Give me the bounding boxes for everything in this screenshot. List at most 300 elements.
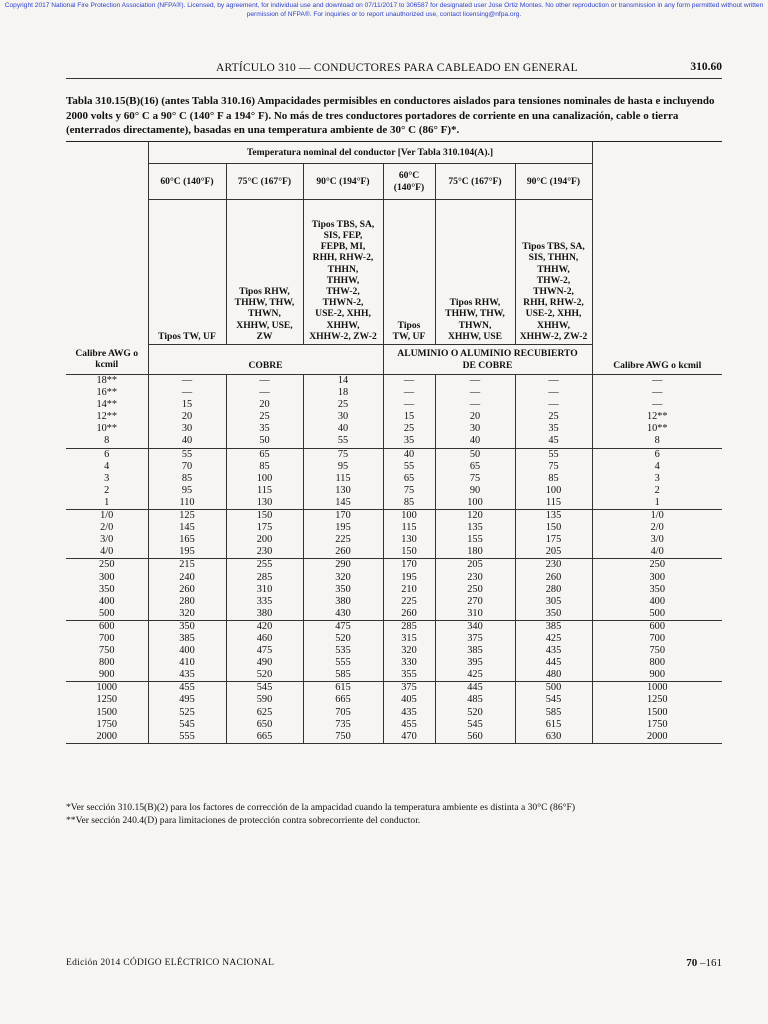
table-row-group bbox=[66, 375, 722, 449]
table-cell-value: 290 bbox=[335, 559, 351, 571]
table-cell-value: 320 bbox=[335, 571, 351, 583]
table-cell-value: 20 bbox=[469, 411, 481, 423]
table-cell-value: 200 bbox=[256, 534, 273, 546]
table-cell-value: 545 bbox=[545, 694, 562, 706]
ampacity-cell bbox=[383, 620, 435, 681]
table-cell-value: 1500 bbox=[96, 706, 118, 718]
table-cell-value: 14** bbox=[96, 399, 118, 411]
table-cell-value: 195 bbox=[179, 546, 195, 558]
ampacity-cell bbox=[148, 375, 226, 449]
table-cell-value: 800 bbox=[649, 657, 665, 669]
table-cell-value: 100 bbox=[401, 510, 417, 522]
ampacity-cell bbox=[303, 620, 383, 681]
table-cell-value: 15 bbox=[403, 411, 415, 423]
ampacity-cell bbox=[435, 448, 515, 509]
table-cell-value: 145 bbox=[179, 522, 195, 534]
table-cell-value: 340 bbox=[467, 620, 483, 632]
table-cell-value: 25 bbox=[548, 411, 559, 423]
table-cell-value: 705 bbox=[335, 706, 351, 718]
table-cell-value: — bbox=[259, 375, 270, 386]
page-number-main: 70 bbox=[686, 957, 698, 969]
ampacity-cell bbox=[435, 375, 515, 449]
table-cell-value: 270 bbox=[467, 595, 483, 607]
table-cell-value: 115 bbox=[545, 496, 562, 508]
table-cell-value: 475 bbox=[335, 620, 351, 632]
table-cell-value: — bbox=[181, 375, 193, 386]
table-cell-value: — bbox=[403, 387, 415, 399]
table-cell-value: — bbox=[548, 399, 559, 411]
table-cell-value: 40 bbox=[403, 448, 415, 460]
table-cell-value: 455 bbox=[179, 682, 195, 694]
table-cell-value: 75 bbox=[337, 448, 349, 460]
table-cell-value: 250 bbox=[467, 583, 483, 595]
table-cell-value: 8 bbox=[654, 435, 660, 447]
table-cell-value: 25 bbox=[259, 411, 270, 423]
table-caption: Tabla 310.15(B)(16) (antes Tabla 310.16) Ampacidades permisibles en conductores aislados para tensiones nominales de hasta e incluyendo 2000 volts y 60° C a 90° C (140° F a 194° F). No más de tres conductores portadores de corriente en una canalización, cable o tierra (enterrados directamente), basadas en una temperatura ambiente de 30° C (86° F)*. bbox=[66, 95, 715, 136]
table-cell-value: 700 bbox=[649, 632, 665, 644]
conductor-types-cell: Tipos TBS, SA, SIS, FEP, FEPB, MI, RHH, RHW-2, THHN, THHW, THW-2, THWN-2, USE-2, XHH, XHHW, XHHW-2, ZW-2 bbox=[303, 200, 383, 345]
page-number bbox=[686, 957, 722, 969]
ampacity-cell bbox=[383, 559, 435, 620]
table-cell-value: 350 bbox=[545, 607, 562, 619]
table-cell-value: 300 bbox=[99, 571, 115, 583]
table-cell-value: 1/0 bbox=[100, 510, 114, 522]
table-cell-value: 4/0 bbox=[100, 546, 114, 558]
conductor-types-cell: Tipos TBS, SA, SIS, THHN, THHW, THW-2, THWN-2, RHH, RHW-2, USE-2, XHH, XHHW, XHHW-2, ZW-2 bbox=[515, 200, 592, 345]
table-cell-value: 285 bbox=[401, 620, 417, 632]
table-cell-value: 500 bbox=[545, 682, 562, 694]
ampacity-cell bbox=[148, 448, 226, 509]
footnotes bbox=[66, 801, 716, 827]
table-row-group bbox=[66, 559, 722, 620]
table-cell-value: 18 bbox=[337, 387, 349, 399]
table-cell-value: 25 bbox=[403, 423, 415, 435]
table-cell-value: 280 bbox=[545, 583, 562, 595]
ampacity-cell bbox=[303, 510, 383, 559]
table-cell-value: 385 bbox=[179, 632, 195, 644]
table-cell-value: 380 bbox=[335, 595, 351, 607]
table-cell-value: 470 bbox=[401, 730, 417, 742]
table-cell-value: 240 bbox=[179, 571, 195, 583]
table-cell-value: 285 bbox=[256, 571, 273, 583]
footnote-ambient: *Ver sección 310.15(B)(2) para los factores de corrección de la ampacidad cuando la temperatura ambiente es distinta a 30°C (86°F) bbox=[66, 802, 576, 813]
table-cell-value: 35 bbox=[403, 435, 415, 447]
table-cell-value: 10** bbox=[646, 423, 668, 435]
table-cell-value: 1 bbox=[654, 496, 660, 508]
table-cell-value: 20 bbox=[181, 411, 193, 423]
table-cell-value: 230 bbox=[467, 571, 483, 583]
table-cell-value: 2 bbox=[654, 484, 660, 496]
table-cell-value: 40 bbox=[181, 435, 193, 447]
ampacity-cell bbox=[303, 559, 383, 620]
table-cell-value: 18** bbox=[96, 375, 118, 386]
table-cell-value: 585 bbox=[545, 706, 562, 718]
ampacity-cell bbox=[515, 559, 592, 620]
table-cell-value: 1 bbox=[104, 496, 110, 508]
blank-corner-left bbox=[66, 142, 148, 345]
size-label-left: Calibre AWG o kcmil bbox=[66, 345, 148, 375]
ampacity-cell bbox=[515, 620, 592, 681]
table-cell-value: 100 bbox=[545, 484, 562, 496]
table-cell-value: 430 bbox=[335, 607, 351, 619]
table-cell-value: 320 bbox=[401, 645, 417, 657]
table-cell-value: 260 bbox=[179, 583, 195, 595]
table-cell-value: 475 bbox=[256, 645, 273, 657]
size-cell bbox=[66, 682, 148, 743]
table-cell-value: 300 bbox=[649, 571, 665, 583]
table-cell-value: 25 bbox=[337, 399, 349, 411]
table-cell-value: — bbox=[652, 375, 663, 386]
table-cell-value: — bbox=[469, 399, 481, 411]
table-cell-value: — bbox=[548, 375, 559, 386]
table-cell-value: 50 bbox=[469, 448, 481, 460]
table-cell-value: 665 bbox=[335, 694, 351, 706]
section-number: 310.60 bbox=[690, 61, 722, 73]
table-cell-value: 130 bbox=[335, 484, 351, 496]
table-cell-value: 115 bbox=[335, 472, 351, 484]
table-cell-value: 6 bbox=[654, 448, 660, 460]
table-cell-value: 115 bbox=[256, 484, 273, 496]
size-cell bbox=[592, 448, 722, 509]
table-cell-value: 700 bbox=[99, 632, 115, 644]
temp-col-header: 90°C (194°F) bbox=[515, 164, 592, 200]
table-cell-value: 260 bbox=[335, 546, 351, 558]
ampacity-cell bbox=[148, 510, 226, 559]
table-cell-value: 100 bbox=[256, 472, 273, 484]
table-cell-value: 315 bbox=[401, 632, 417, 644]
table-cell-value: 150 bbox=[545, 522, 562, 534]
table-cell-value: 90 bbox=[469, 484, 481, 496]
table-cell-value: 590 bbox=[256, 694, 273, 706]
size-cell bbox=[592, 510, 722, 559]
ampacity-table-container bbox=[66, 141, 722, 744]
table-cell-value: 1500 bbox=[646, 706, 668, 718]
table-row-group bbox=[66, 682, 722, 743]
table-cell-value: 55 bbox=[548, 448, 559, 460]
ampacity-cell bbox=[515, 682, 592, 743]
table-cell-value: 1750 bbox=[646, 718, 668, 730]
table-cell-value: 2/0 bbox=[100, 522, 114, 534]
table-cell-value: 460 bbox=[256, 632, 273, 644]
table-cell-value: 490 bbox=[256, 657, 273, 669]
table-cell-value: 135 bbox=[545, 510, 562, 522]
table-cell-value: 150 bbox=[256, 510, 273, 522]
table-cell-value: 210 bbox=[401, 583, 417, 595]
ampacity-cell bbox=[383, 510, 435, 559]
table-cell-value: 100 bbox=[467, 496, 483, 508]
table-cell-value: 400 bbox=[649, 595, 665, 607]
table-cell-value: 75 bbox=[469, 472, 481, 484]
ampacity-table bbox=[66, 141, 722, 744]
table-cell-value: 1/0 bbox=[650, 510, 664, 522]
table-cell-value: 650 bbox=[256, 718, 273, 730]
table-row-group bbox=[66, 510, 722, 559]
table-cell-value: 4 bbox=[654, 460, 660, 472]
ampacity-cell bbox=[226, 375, 303, 449]
table-cell-value: 615 bbox=[335, 682, 351, 694]
footnote-protection: **Ver sección 240.4(D) para limitaciones de protección contra sobrecorriente del conductor. bbox=[66, 815, 421, 826]
table-cell-value: 425 bbox=[467, 669, 483, 681]
table-cell-value: 55 bbox=[403, 460, 415, 472]
ampacity-cell bbox=[226, 448, 303, 509]
table-cell-value: 225 bbox=[401, 595, 417, 607]
temp-col-header: 75°C (167°F) bbox=[226, 164, 303, 200]
table-cell-value: 8 bbox=[104, 435, 110, 447]
table-cell-value: 310 bbox=[467, 607, 483, 619]
table-cell-value: — bbox=[469, 375, 481, 386]
table-cell-value: 445 bbox=[467, 682, 483, 694]
table-cell-value: 395 bbox=[467, 657, 483, 669]
table-cell-value: 545 bbox=[179, 718, 195, 730]
table-cell-value: 205 bbox=[467, 559, 483, 571]
table-cell-value: 120 bbox=[467, 510, 483, 522]
table-cell-value: 800 bbox=[99, 657, 115, 669]
table-cell-value: 1250 bbox=[646, 694, 668, 706]
table-cell-value: 630 bbox=[545, 730, 562, 742]
table-cell-value: 35 bbox=[548, 423, 559, 435]
table-row-group bbox=[66, 448, 722, 509]
table-cell-value: 585 bbox=[335, 669, 351, 681]
table-cell-value: 2 bbox=[104, 484, 110, 496]
aluminum-label: ALUMINIO O ALUMINIO RECUBIERTO DE COBRE bbox=[383, 345, 592, 375]
ampacity-cell bbox=[303, 448, 383, 509]
table-cell-value: 95 bbox=[181, 484, 193, 496]
table-cell-value: 135 bbox=[467, 522, 483, 534]
edition-label: Edición 2014 CÓDIGO ELÉCTRICO NACIONAL bbox=[66, 958, 275, 968]
ampacity-cell bbox=[435, 682, 515, 743]
table-cell-value: 435 bbox=[401, 706, 417, 718]
ampacity-cell bbox=[148, 682, 226, 743]
table-cell-value: 170 bbox=[401, 559, 417, 571]
size-cell bbox=[66, 620, 148, 681]
table-cell-value: 485 bbox=[467, 694, 483, 706]
table-cell-value: — bbox=[403, 375, 415, 386]
table-cell-value: 435 bbox=[179, 669, 195, 681]
temp-col-header: 60°C (140°F) bbox=[148, 164, 226, 200]
blank-corner-right bbox=[592, 142, 722, 345]
table-cell-value: 115 bbox=[401, 522, 417, 534]
table-cell-value: 75 bbox=[403, 484, 415, 496]
conductor-types-cell: Tipos RHW, THHW, THW, THWN, XHHW, USE, ZW bbox=[226, 200, 303, 345]
table-cell-value: 335 bbox=[256, 595, 273, 607]
table-cell-value: 900 bbox=[649, 669, 665, 681]
table-cell-value: 30 bbox=[469, 423, 481, 435]
table-cell-value: 545 bbox=[467, 718, 483, 730]
table-cell-value: 10** bbox=[96, 423, 118, 435]
table-cell-value: 150 bbox=[401, 546, 417, 558]
table-cell-value: 205 bbox=[545, 546, 562, 558]
table-cell-value: 45 bbox=[548, 435, 559, 447]
ampacity-cell bbox=[383, 448, 435, 509]
table-cell-value: 435 bbox=[545, 645, 562, 657]
table-cell-value: 405 bbox=[401, 694, 417, 706]
table-cell-value: 215 bbox=[179, 559, 195, 571]
table-cell-value: 750 bbox=[99, 645, 115, 657]
table-cell-value: — bbox=[652, 399, 663, 411]
table-cell-value: 4/0 bbox=[650, 546, 664, 558]
table-cell-value: 85 bbox=[403, 496, 415, 508]
table-cell-value: 3/0 bbox=[650, 534, 664, 546]
table-cell-value: 555 bbox=[335, 657, 351, 669]
temp-rating-header: Temperatura nominal del conductor [Ver Tabla 310.104(A).] bbox=[148, 142, 592, 164]
table-cell-value: 900 bbox=[99, 669, 115, 681]
table-cell-value: 3 bbox=[104, 472, 110, 484]
table-cell-value: 385 bbox=[545, 620, 562, 632]
table-cell-value: 600 bbox=[649, 620, 665, 632]
table-cell-value: 560 bbox=[467, 730, 483, 742]
size-cell bbox=[66, 559, 148, 620]
table-cell-value: 260 bbox=[401, 607, 417, 619]
ampacity-cell bbox=[435, 620, 515, 681]
table-cell-value: 615 bbox=[545, 718, 562, 730]
table-cell-value: 2/0 bbox=[650, 522, 664, 534]
table-cell-value: 625 bbox=[256, 706, 273, 718]
table-cell-value: 65 bbox=[259, 448, 270, 460]
table-cell-value: 125 bbox=[179, 510, 195, 522]
table-cell-value: 110 bbox=[179, 496, 195, 508]
table-cell-value: 520 bbox=[256, 669, 273, 681]
table-cell-value: 180 bbox=[467, 546, 483, 558]
table-cell-value: 520 bbox=[467, 706, 483, 718]
table-cell-value: 375 bbox=[467, 632, 483, 644]
table-cell-value: 95 bbox=[337, 460, 349, 472]
table-cell-value: 350 bbox=[649, 583, 665, 595]
table-cell-value: 665 bbox=[256, 730, 273, 742]
ampacity-cell bbox=[148, 620, 226, 681]
table-cell-value: — bbox=[469, 387, 481, 399]
table-cell-value: 545 bbox=[256, 682, 273, 694]
table-cell-value: 350 bbox=[179, 620, 195, 632]
table-cell-value: 12** bbox=[646, 411, 668, 423]
table-cell-value: 500 bbox=[649, 607, 665, 619]
size-label-right: Calibre AWG o kcmil bbox=[592, 345, 722, 375]
temp-col-header: 75°C (167°F) bbox=[435, 164, 515, 200]
table-cell-value: 555 bbox=[179, 730, 195, 742]
table-cell-value: 355 bbox=[401, 669, 417, 681]
table-cell-value: 65 bbox=[469, 460, 481, 472]
table-cell-value: 130 bbox=[401, 534, 417, 546]
table-cell-value: 230 bbox=[545, 559, 562, 571]
table-cell-value: 600 bbox=[99, 620, 115, 632]
table-cell-value: 165 bbox=[179, 534, 195, 546]
table-cell-value: 750 bbox=[335, 730, 351, 742]
table-cell-value: 155 bbox=[467, 534, 483, 546]
ampacity-cell bbox=[226, 559, 303, 620]
table-cell-value: 16** bbox=[96, 387, 118, 399]
table-cell-value: 400 bbox=[99, 595, 115, 607]
table-cell-value: 375 bbox=[401, 682, 417, 694]
ampacity-cell bbox=[383, 682, 435, 743]
table-cell-value: 1000 bbox=[96, 682, 118, 694]
table-cell-value: 85 bbox=[548, 472, 559, 484]
table-cell-value: 175 bbox=[545, 534, 562, 546]
table-cell-value: 350 bbox=[99, 583, 115, 595]
table-cell-value: 305 bbox=[545, 595, 562, 607]
table-cell-value: 1250 bbox=[96, 694, 118, 706]
ampacity-cell bbox=[226, 620, 303, 681]
ampacity-cell bbox=[515, 375, 592, 449]
conductor-types-cell: Tipos TW, UF bbox=[383, 200, 435, 345]
ampacity-cell bbox=[148, 559, 226, 620]
copyright-notice: Copyright 2017 National Fire Protection Association (NFPA®). Licensed, by agreement, for individual use and download on 07/11/2017 to 306587 for designated user Jose Ortiz Montes. No other reproduction or transmission in any form permitted without written permission of NFPA®. For inquiries or to report unauthorized use, contact licensing@nfpa.org. bbox=[4, 2, 764, 18]
table-cell-value: — bbox=[181, 387, 193, 399]
table-cell-value: 4 bbox=[104, 460, 110, 472]
table-cell-value: 250 bbox=[649, 559, 665, 571]
table-cell-value: 400 bbox=[179, 645, 195, 657]
size-cell bbox=[592, 682, 722, 743]
table-cell-value: 6 bbox=[104, 448, 110, 460]
ampacity-cell bbox=[515, 510, 592, 559]
table-cell-value: 175 bbox=[256, 522, 273, 534]
size-cell bbox=[592, 620, 722, 681]
table-cell-value: 85 bbox=[181, 472, 193, 484]
table-cell-value: — bbox=[259, 387, 270, 399]
ampacity-cell bbox=[303, 375, 383, 449]
table-cell-value: 12** bbox=[96, 411, 118, 423]
table-cell-value: 735 bbox=[335, 718, 351, 730]
table-cell-value: 255 bbox=[256, 559, 273, 571]
size-cell bbox=[592, 375, 722, 449]
article-title: ARTÍCULO 310 — CONDUCTORES PARA CABLEADO EN GENERAL bbox=[216, 62, 578, 74]
table-cell-value: — bbox=[652, 387, 663, 399]
table-cell-value: 20 bbox=[259, 399, 270, 411]
page-number-sub: –161 bbox=[697, 957, 722, 969]
size-cell bbox=[592, 559, 722, 620]
table-cell-value: 3 bbox=[654, 472, 660, 484]
table-cell-value: 130 bbox=[256, 496, 273, 508]
table-cell-value: 385 bbox=[467, 645, 483, 657]
table-row-group bbox=[66, 620, 722, 681]
table-cell-value: 500 bbox=[99, 607, 115, 619]
table-cell-value: 260 bbox=[545, 571, 562, 583]
table-cell-value: 410 bbox=[179, 657, 195, 669]
copper-label: COBRE bbox=[148, 345, 383, 375]
table-cell-value: 65 bbox=[403, 472, 415, 484]
table-cell-value: 35 bbox=[259, 423, 270, 435]
ampacity-cell bbox=[383, 375, 435, 449]
ampacity-cell bbox=[515, 448, 592, 509]
table-cell-value: 1000 bbox=[646, 682, 668, 694]
table-cell-value: 70 bbox=[181, 460, 193, 472]
table-cell-value: 195 bbox=[401, 571, 417, 583]
table-cell-value: 425 bbox=[545, 632, 562, 644]
table-cell-value: 30 bbox=[181, 423, 193, 435]
table-cell-value: 40 bbox=[337, 423, 349, 435]
ampacity-cell bbox=[303, 682, 383, 743]
table-cell-value: 2000 bbox=[646, 730, 668, 742]
table-cell-value: 3/0 bbox=[100, 534, 114, 546]
table-cell-value: 195 bbox=[335, 522, 351, 534]
table-cell-value: 750 bbox=[649, 645, 665, 657]
table-cell-value: 14 bbox=[337, 375, 349, 386]
conductor-types-cell: Tipos TW, UF bbox=[148, 200, 226, 345]
table-cell-value: 55 bbox=[337, 435, 349, 447]
table-cell-value: 380 bbox=[256, 607, 273, 619]
table-cell-value: 2000 bbox=[96, 730, 118, 742]
table-cell-value: 310 bbox=[256, 583, 273, 595]
table-cell-value: — bbox=[548, 387, 559, 399]
table-cell-value: 250 bbox=[99, 559, 115, 571]
table-cell-value: 525 bbox=[179, 706, 195, 718]
ampacity-cell bbox=[435, 510, 515, 559]
table-cell-value: 50 bbox=[259, 435, 270, 447]
size-cell bbox=[66, 448, 148, 509]
table-cell-value: 495 bbox=[179, 694, 195, 706]
table-cell-value: 75 bbox=[548, 460, 559, 472]
ampacity-cell bbox=[435, 559, 515, 620]
table-cell-value: 280 bbox=[179, 595, 195, 607]
table-cell-value: 30 bbox=[337, 411, 349, 423]
